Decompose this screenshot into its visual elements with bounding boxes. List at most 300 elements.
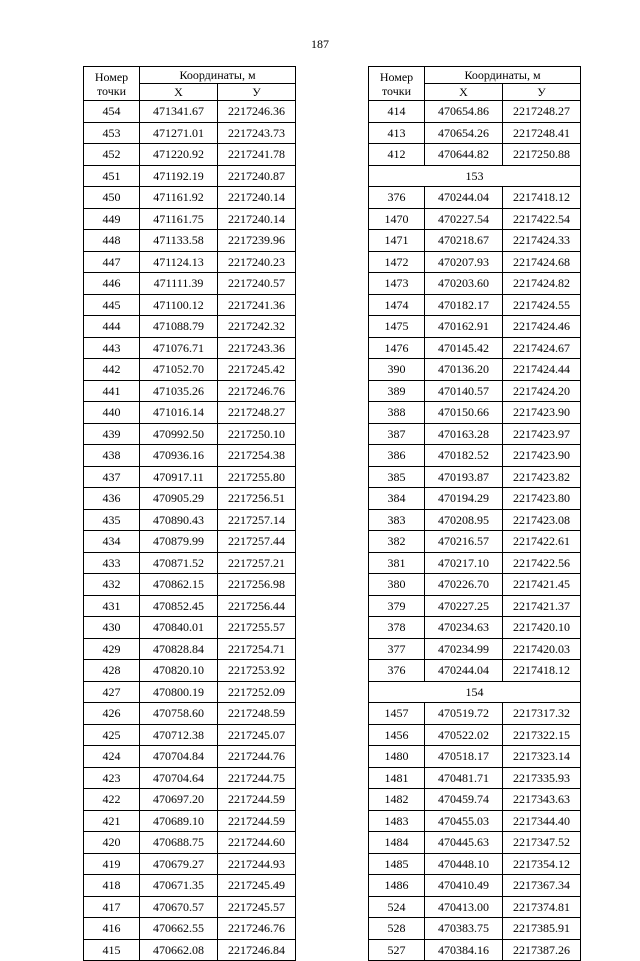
point-number-cell: 416 (84, 918, 140, 940)
x-coordinate-cell: 471111.39 (140, 273, 218, 295)
x-coordinate-cell: 470992.50 (140, 423, 218, 445)
y-coordinate-cell: 2217347.52 (503, 832, 581, 854)
y-coordinate-cell: 2217256.98 (218, 574, 296, 596)
point-number-cell: 451 (84, 165, 140, 187)
table-row (369, 230, 581, 252)
table-row (84, 595, 296, 617)
y-coordinate-cell: 2217245.49 (218, 875, 296, 897)
x-coordinate-cell: 470413.00 (425, 896, 503, 918)
y-coordinate-cell: 2217387.26 (503, 939, 581, 961)
y-coordinate-cell: 2217240.57 (218, 273, 296, 295)
x-column-header: X (425, 84, 503, 101)
table-row (84, 380, 296, 402)
point-number-cell: 435 (84, 509, 140, 531)
y-coordinate-cell: 2217248.27 (503, 101, 581, 123)
point-number-cell: 383 (369, 509, 425, 531)
table-row (369, 939, 581, 961)
point-number-cell: 436 (84, 488, 140, 510)
y-coordinate-cell: 2217424.46 (503, 316, 581, 338)
y-coordinate-cell: 2217374.81 (503, 896, 581, 918)
table-row (369, 810, 581, 832)
x-coordinate-cell: 471016.14 (140, 402, 218, 424)
point-number-cell: 433 (84, 552, 140, 574)
table-row (84, 466, 296, 488)
x-coordinate-cell: 470194.29 (425, 488, 503, 510)
x-coordinate-cell: 470218.67 (425, 230, 503, 252)
y-coordinate-cell: 2217423.97 (503, 423, 581, 445)
x-coordinate-cell: 470670.57 (140, 896, 218, 918)
table-row (369, 724, 581, 746)
x-coordinate-cell: 470208.95 (425, 509, 503, 531)
point-number-cell: 1484 (369, 832, 425, 854)
point-number-cell: 1480 (369, 746, 425, 768)
table-row (84, 122, 296, 144)
y-coordinate-cell: 2217253.92 (218, 660, 296, 682)
table-row (84, 509, 296, 531)
table-row (84, 810, 296, 832)
point-number-cell: 440 (84, 402, 140, 424)
x-coordinate-cell: 471161.92 (140, 187, 218, 209)
table-row (84, 165, 296, 187)
point-number-cell: 437 (84, 466, 140, 488)
y-coordinate-cell: 2217244.59 (218, 789, 296, 811)
table-row (84, 208, 296, 230)
point-number-cell: 430 (84, 617, 140, 639)
y-coordinate-cell: 2217421.37 (503, 595, 581, 617)
point-number-cell: 429 (84, 638, 140, 660)
x-coordinate-cell: 470905.29 (140, 488, 218, 510)
x-coordinate-cell: 470227.25 (425, 595, 503, 617)
table-row (84, 853, 296, 875)
table-row (84, 187, 296, 209)
point-number-cell: 449 (84, 208, 140, 230)
y-coordinate-cell: 2217422.54 (503, 208, 581, 230)
x-coordinate-cell: 471052.70 (140, 359, 218, 381)
table-row (84, 832, 296, 854)
point-number-cell: 452 (84, 144, 140, 166)
point-number-cell: 432 (84, 574, 140, 596)
point-number-cell: 424 (84, 746, 140, 768)
coordinates-table-right (368, 66, 581, 961)
point-number-header-line1: Номер (94, 69, 129, 84)
point-number-cell: 443 (84, 337, 140, 359)
point-number-cell: 1485 (369, 853, 425, 875)
y-coordinate-cell: 2217248.59 (218, 703, 296, 725)
y-coordinate-cell: 2217252.09 (218, 681, 296, 703)
table-row (84, 101, 296, 123)
y-coordinate-cell: 2217255.80 (218, 466, 296, 488)
table-row (84, 251, 296, 273)
table-row (369, 703, 581, 725)
x-coordinate-cell: 471341.67 (140, 101, 218, 123)
x-coordinate-cell: 470162.91 (425, 316, 503, 338)
y-coordinate-cell: 2217424.68 (503, 251, 581, 273)
x-coordinate-cell: 470140.57 (425, 380, 503, 402)
point-number-header (369, 67, 425, 101)
x-coordinate-cell: 470890.43 (140, 509, 218, 531)
x-coordinate-cell: 470203.60 (425, 273, 503, 295)
y-coordinate-cell: 2217424.20 (503, 380, 581, 402)
table-row (369, 402, 581, 424)
y-coordinate-cell: 2217344.40 (503, 810, 581, 832)
table-row (84, 423, 296, 445)
y-coordinate-cell: 2217385.91 (503, 918, 581, 940)
x-coordinate-cell: 470234.99 (425, 638, 503, 660)
point-number-cell: 450 (84, 187, 140, 209)
y-coordinate-cell: 2217244.59 (218, 810, 296, 832)
x-coordinate-cell: 470644.82 (425, 144, 503, 166)
x-coordinate-cell: 470518.17 (425, 746, 503, 768)
table-row (369, 337, 581, 359)
table-row (369, 574, 581, 596)
y-coordinate-cell: 2217423.08 (503, 509, 581, 531)
x-coordinate-cell: 470193.87 (425, 466, 503, 488)
point-number-cell: 384 (369, 488, 425, 510)
y-coordinate-cell: 2217422.61 (503, 531, 581, 553)
table-row (369, 660, 581, 682)
table-row (369, 875, 581, 897)
point-number-cell: 425 (84, 724, 140, 746)
table-row (369, 918, 581, 940)
y-coordinate-cell: 2217256.44 (218, 595, 296, 617)
x-coordinate-cell: 470448.10 (425, 853, 503, 875)
x-coordinate-cell: 470688.75 (140, 832, 218, 854)
table-row (84, 681, 296, 703)
point-number-cell: 385 (369, 466, 425, 488)
table-row (369, 208, 581, 230)
x-coordinate-cell: 470244.04 (425, 660, 503, 682)
x-coordinate-cell: 470227.54 (425, 208, 503, 230)
x-coordinate-cell: 470455.03 (425, 810, 503, 832)
y-coordinate-cell: 2217418.12 (503, 187, 581, 209)
table-row (84, 939, 296, 961)
point-number-cell: 439 (84, 423, 140, 445)
x-coordinate-cell: 471271.01 (140, 122, 218, 144)
point-number-cell: 381 (369, 552, 425, 574)
point-number-cell: 422 (84, 789, 140, 811)
point-number-cell: 448 (84, 230, 140, 252)
y-coordinate-cell: 2217424.67 (503, 337, 581, 359)
table-row (84, 337, 296, 359)
y-coordinate-cell: 2217335.93 (503, 767, 581, 789)
coordinates-header: Координаты, м (140, 67, 296, 84)
point-number-cell: 420 (84, 832, 140, 854)
point-number-cell: 1474 (369, 294, 425, 316)
y-coordinate-cell: 2217343.63 (503, 789, 581, 811)
y-coordinate-cell: 2217421.45 (503, 574, 581, 596)
point-number-cell: 1470 (369, 208, 425, 230)
y-coordinate-cell: 2217418.12 (503, 660, 581, 682)
point-number-cell: 423 (84, 767, 140, 789)
y-coordinate-cell: 2217257.14 (218, 509, 296, 531)
y-coordinate-cell: 2217245.07 (218, 724, 296, 746)
y-coordinate-cell: 2217422.56 (503, 552, 581, 574)
y-coordinate-cell: 2217323.14 (503, 746, 581, 768)
y-coordinate-cell: 2217254.38 (218, 445, 296, 467)
table-row (369, 380, 581, 402)
table-row (369, 638, 581, 660)
y-coordinate-cell: 2217354.12 (503, 853, 581, 875)
x-coordinate-cell: 470689.10 (140, 810, 218, 832)
table-row (369, 552, 581, 574)
table-row (369, 273, 581, 295)
table-row (369, 294, 581, 316)
table-row (369, 423, 581, 445)
point-number-cell: 379 (369, 595, 425, 617)
point-number-cell: 1482 (369, 789, 425, 811)
point-number-cell: 377 (369, 638, 425, 660)
coordinates-header: Координаты, м (425, 67, 581, 84)
point-number-cell: 442 (84, 359, 140, 381)
x-coordinate-cell: 470852.45 (140, 595, 218, 617)
point-number-cell: 390 (369, 359, 425, 381)
y-coordinate-cell: 2217257.21 (218, 552, 296, 574)
x-coordinate-cell: 470459.74 (425, 789, 503, 811)
table-row (84, 445, 296, 467)
y-coordinate-cell: 2217256.51 (218, 488, 296, 510)
y-coordinate-cell: 2217424.33 (503, 230, 581, 252)
point-number-cell: 414 (369, 101, 425, 123)
x-coordinate-cell: 470519.72 (425, 703, 503, 725)
point-number-cell: 444 (84, 316, 140, 338)
table-row (84, 574, 296, 596)
x-coordinate-cell: 470136.20 (425, 359, 503, 381)
y-coordinate-cell: 2217239.96 (218, 230, 296, 252)
point-number-cell: 413 (369, 122, 425, 144)
y-coordinate-cell: 2217246.84 (218, 939, 296, 961)
y-coordinate-cell: 2217246.36 (218, 101, 296, 123)
table-right-body (369, 101, 581, 961)
x-coordinate-cell: 470384.16 (425, 939, 503, 961)
point-number-cell: 1471 (369, 230, 425, 252)
y-coordinate-cell: 2217257.44 (218, 531, 296, 553)
y-coordinate-cell: 2217423.90 (503, 402, 581, 424)
table-row (84, 617, 296, 639)
table-row (369, 445, 581, 467)
point-number-cell: 376 (369, 187, 425, 209)
point-number-cell: 387 (369, 423, 425, 445)
table-row (369, 316, 581, 338)
x-coordinate-cell: 471100.12 (140, 294, 218, 316)
x-coordinate-cell: 470217.10 (425, 552, 503, 574)
table-row (84, 316, 296, 338)
x-coordinate-cell: 470182.17 (425, 294, 503, 316)
x-column-header: X (140, 84, 218, 101)
x-coordinate-cell: 471161.75 (140, 208, 218, 230)
group-number-cell: 154 (369, 681, 581, 703)
point-number-cell: 454 (84, 101, 140, 123)
point-number-cell: 380 (369, 574, 425, 596)
table-row (84, 402, 296, 424)
x-coordinate-cell: 470917.11 (140, 466, 218, 488)
x-coordinate-cell: 470654.26 (425, 122, 503, 144)
x-coordinate-cell: 470712.38 (140, 724, 218, 746)
x-coordinate-cell: 470879.99 (140, 531, 218, 553)
y-coordinate-cell: 2217241.78 (218, 144, 296, 166)
point-number-cell: 431 (84, 595, 140, 617)
table-row (84, 703, 296, 725)
table-row (369, 165, 581, 187)
x-coordinate-cell: 470383.75 (425, 918, 503, 940)
coordinates-table-left (83, 66, 296, 961)
x-coordinate-cell: 470145.42 (425, 337, 503, 359)
point-number-cell: 527 (369, 939, 425, 961)
point-number-header (84, 67, 140, 101)
table-row (369, 832, 581, 854)
table-row (369, 681, 581, 703)
x-coordinate-cell: 470445.63 (425, 832, 503, 854)
table-row (84, 144, 296, 166)
y-coordinate-cell: 2217248.41 (503, 122, 581, 144)
x-coordinate-cell: 470481.71 (425, 767, 503, 789)
x-coordinate-cell: 470840.01 (140, 617, 218, 639)
table-row (84, 789, 296, 811)
table-row (84, 875, 296, 897)
table-row (369, 853, 581, 875)
y-coordinate-cell: 2217250.88 (503, 144, 581, 166)
x-coordinate-cell: 471124.13 (140, 251, 218, 273)
table-row (84, 230, 296, 252)
y-coordinate-cell: 2217423.90 (503, 445, 581, 467)
table-row (369, 767, 581, 789)
table-row (84, 724, 296, 746)
x-coordinate-cell: 470654.86 (425, 101, 503, 123)
y-coordinate-cell: 2217240.14 (218, 187, 296, 209)
point-number-cell: 378 (369, 617, 425, 639)
table-row (84, 294, 296, 316)
x-coordinate-cell: 470828.84 (140, 638, 218, 660)
point-number-cell: 1473 (369, 273, 425, 295)
y-coordinate-cell: 2217243.73 (218, 122, 296, 144)
table-row (369, 101, 581, 123)
x-coordinate-cell: 470163.28 (425, 423, 503, 445)
point-number-cell: 1457 (369, 703, 425, 725)
group-number-cell: 153 (369, 165, 581, 187)
y-coordinate-cell: 2217244.75 (218, 767, 296, 789)
point-number-cell: 1475 (369, 316, 425, 338)
table-row (369, 122, 581, 144)
x-coordinate-cell: 470936.16 (140, 445, 218, 467)
point-number-cell: 415 (84, 939, 140, 961)
x-coordinate-cell: 470522.02 (425, 724, 503, 746)
point-number-cell: 388 (369, 402, 425, 424)
y-coordinate-cell: 2217424.44 (503, 359, 581, 381)
x-coordinate-cell: 470862.15 (140, 574, 218, 596)
table-row (369, 531, 581, 553)
x-coordinate-cell: 470662.08 (140, 939, 218, 961)
table-row (84, 767, 296, 789)
y-coordinate-cell: 2217367.34 (503, 875, 581, 897)
table-row (369, 187, 581, 209)
y-coordinate-cell: 2217420.03 (503, 638, 581, 660)
x-coordinate-cell: 470226.70 (425, 574, 503, 596)
table-row (84, 552, 296, 574)
table-row (369, 359, 581, 381)
x-coordinate-cell: 471133.58 (140, 230, 218, 252)
table-row (369, 595, 581, 617)
table-left-body (84, 101, 296, 961)
point-number-cell: 428 (84, 660, 140, 682)
point-number-cell: 1456 (369, 724, 425, 746)
point-number-cell: 417 (84, 896, 140, 918)
table-row (369, 251, 581, 273)
table-row (84, 896, 296, 918)
y-coordinate-cell: 2217240.23 (218, 251, 296, 273)
table-row (369, 746, 581, 768)
point-number-cell: 524 (369, 896, 425, 918)
point-number-cell: 1481 (369, 767, 425, 789)
x-coordinate-cell: 470704.84 (140, 746, 218, 768)
y-coordinate-cell: 2217244.60 (218, 832, 296, 854)
x-coordinate-cell: 470704.64 (140, 767, 218, 789)
point-number-cell: 1472 (369, 251, 425, 273)
y-column-header: У (218, 84, 296, 101)
point-number-cell: 1476 (369, 337, 425, 359)
point-number-cell: 453 (84, 122, 140, 144)
y-coordinate-cell: 2217244.93 (218, 853, 296, 875)
point-number-cell: 1483 (369, 810, 425, 832)
table-row (84, 660, 296, 682)
point-number-cell: 421 (84, 810, 140, 832)
point-number-cell: 382 (369, 531, 425, 553)
point-number-cell: 447 (84, 251, 140, 273)
table-row (369, 144, 581, 166)
y-coordinate-cell: 2217423.82 (503, 466, 581, 488)
y-coordinate-cell: 2217246.76 (218, 918, 296, 940)
y-coordinate-cell: 2217245.57 (218, 896, 296, 918)
table-row (84, 488, 296, 510)
page-number: 187 (311, 37, 329, 51)
point-number-cell: 434 (84, 531, 140, 553)
x-coordinate-cell: 470697.20 (140, 789, 218, 811)
x-coordinate-cell: 470234.63 (425, 617, 503, 639)
x-coordinate-cell: 470182.52 (425, 445, 503, 467)
y-coordinate-cell: 2217240.87 (218, 165, 296, 187)
point-number-cell: 446 (84, 273, 140, 295)
y-coordinate-cell: 2217424.55 (503, 294, 581, 316)
table-row (369, 509, 581, 531)
y-coordinate-cell: 2217423.80 (503, 488, 581, 510)
table-row (84, 746, 296, 768)
x-coordinate-cell: 470410.49 (425, 875, 503, 897)
point-number-cell: 1486 (369, 875, 425, 897)
x-coordinate-cell: 470216.57 (425, 531, 503, 553)
point-number-cell: 528 (369, 918, 425, 940)
x-coordinate-cell: 470758.60 (140, 703, 218, 725)
point-number-cell: 419 (84, 853, 140, 875)
y-coordinate-cell: 2217424.82 (503, 273, 581, 295)
x-coordinate-cell: 470150.66 (425, 402, 503, 424)
table-row (369, 896, 581, 918)
point-number-cell: 386 (369, 445, 425, 467)
x-coordinate-cell: 470244.04 (425, 187, 503, 209)
y-coordinate-cell: 2217248.27 (218, 402, 296, 424)
y-coordinate-cell: 2217245.42 (218, 359, 296, 381)
y-column-header: У (503, 84, 581, 101)
point-number-header-line2: точки (381, 83, 412, 98)
table-row (369, 466, 581, 488)
x-coordinate-cell: 470800.19 (140, 681, 218, 703)
x-coordinate-cell: 471035.26 (140, 380, 218, 402)
x-coordinate-cell: 470207.93 (425, 251, 503, 273)
point-number-cell: 427 (84, 681, 140, 703)
x-coordinate-cell: 470871.52 (140, 552, 218, 574)
y-coordinate-cell: 2217246.76 (218, 380, 296, 402)
point-number-cell: 418 (84, 875, 140, 897)
y-coordinate-cell: 2217255.57 (218, 617, 296, 639)
x-coordinate-cell: 470671.35 (140, 875, 218, 897)
y-coordinate-cell: 2217240.14 (218, 208, 296, 230)
